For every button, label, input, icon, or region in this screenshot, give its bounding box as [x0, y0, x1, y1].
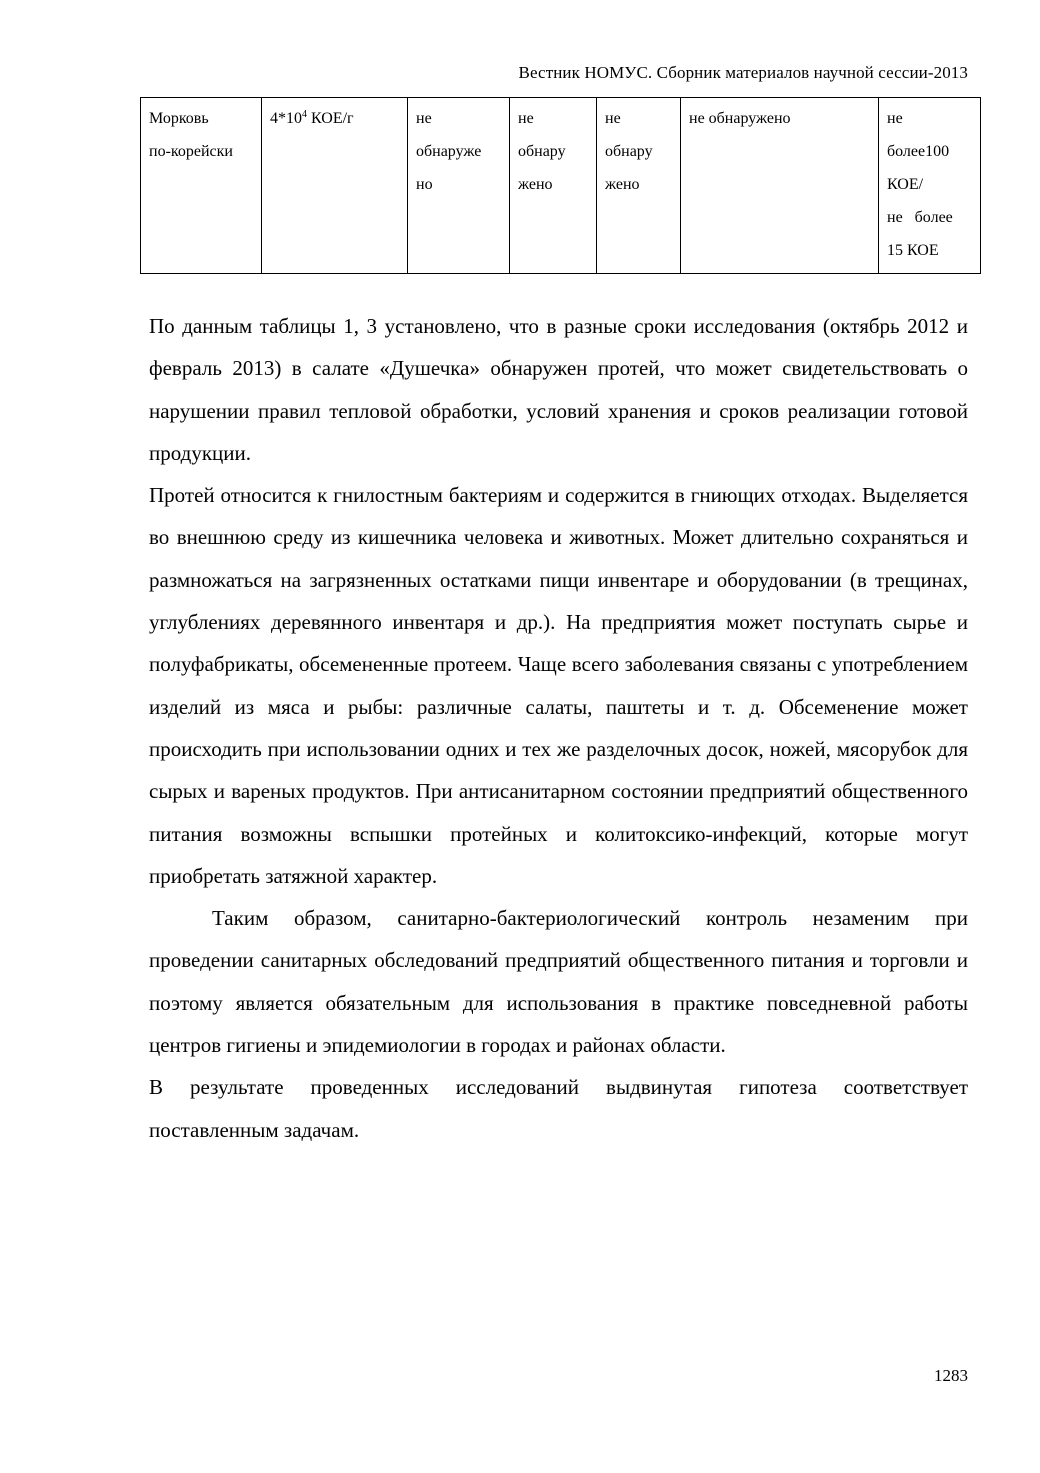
cell-line: обнару	[518, 143, 566, 160]
cell-line: не	[518, 110, 534, 127]
results-table	[140, 97, 981, 274]
product-name-cell	[141, 98, 262, 274]
cell-line: не	[887, 110, 903, 127]
article-body	[149, 305, 968, 1151]
cell-line: не	[416, 110, 432, 127]
result-cell	[510, 98, 597, 274]
paragraph: Протей относится к гнилостным бактериям и содержится в гниющих отходах. Выделяется во внешнюю среду из кишечника человека и животных. Может длительно сохраняться и размножаться на загрязненных остатками пищи инвентаре и оборудовании (в трещинах, углублениях деревянного инвентаря и др.). На предприятия может поступать сырье и полуфабрикаты, обсемененные протеем. Чаще всего заболевания связаны с употреблением изделий из мяса и рыбы: различные салаты, паштеты и т. д. Обсеменение может происходить при использовании одних и тех же разделочных досок, ножей, мясорубок для сырых и вареных продуктов. При антисанитарном состоянии предприятий общественного питания возможны вспышки протейных и колитоксико-инфекций, которые могут приобретать затяжной характер.	[149, 483, 968, 888]
running-header: Вестник НОМУС. Сборник материалов научной сессии-2013	[518, 63, 968, 82]
cell-line: но	[416, 176, 433, 193]
cell-line: более100	[887, 143, 950, 160]
cell-line: не обнаружено	[689, 110, 791, 127]
cell-line: КОЕ/	[887, 176, 924, 193]
count-unit: КОЕ/г	[307, 110, 354, 127]
cell-line: обнаруже	[416, 143, 482, 160]
page-number: 1283	[934, 1366, 968, 1385]
bacteria-count-cell	[262, 98, 408, 274]
paragraph: Таким образом, санитарно-бактериологический контроль незаменим при проведении санитарных обследований предприятий общественного питания и торговли и поэтому является обязательным для использования в практике повседневной работы центров гигиены и эпидемиологии в городах и районах области.	[149, 906, 968, 1058]
table-row	[141, 98, 981, 274]
result-cell	[408, 98, 510, 274]
result-cell	[681, 98, 879, 274]
cell-line: обнару	[605, 143, 653, 160]
cell-line: 15 КОЕ	[887, 242, 939, 259]
product-name-line: Морковь	[149, 110, 209, 127]
result-cell	[597, 98, 681, 274]
paragraph: В результате проведенных исследований выдвинутая гипотеза соответствует поставленным задачам.	[149, 1075, 968, 1142]
cell-line: жено	[605, 176, 640, 193]
count-exponent: 4	[302, 109, 307, 120]
count-base: 4*10	[270, 110, 302, 127]
paragraph: По данным таблицы 1, 3 установлено, что в разные сроки исследования (октябрь 2012 и февраль 2013) в салате «Душечка» обнаружен протей, что может свидетельствовать о нарушении правил тепловой обработки, условий хранения и сроков реализации готовой продукции.	[149, 314, 968, 465]
cell-line: не более	[887, 209, 953, 226]
product-name-line: по-корейски	[149, 143, 233, 160]
cell-line: жено	[518, 176, 553, 193]
norm-cell	[879, 98, 981, 274]
cell-line: не	[605, 110, 621, 127]
